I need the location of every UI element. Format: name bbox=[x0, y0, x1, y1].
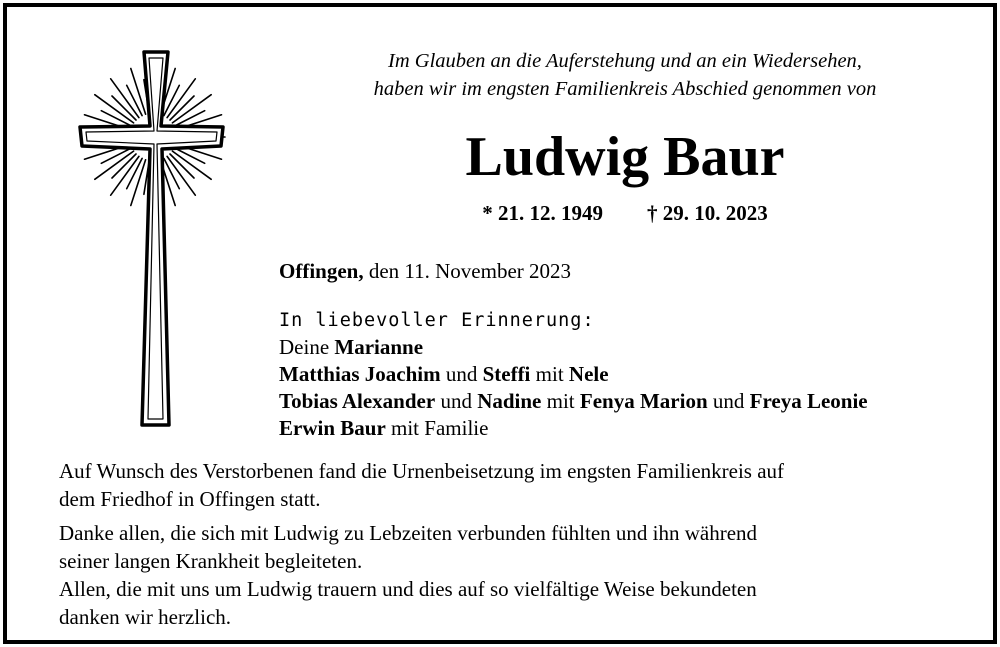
mourners-list bbox=[279, 307, 868, 442]
mourner-name: Freya Leonie bbox=[749, 389, 868, 413]
intro-line: haben wir im engsten Familienkreis Abschied genommen von bbox=[373, 78, 877, 100]
intro-verse bbox=[325, 47, 925, 103]
mourner-name: Nele bbox=[568, 362, 609, 386]
mourner-line bbox=[279, 361, 868, 388]
mourner-name: Matthias Joachim bbox=[279, 362, 441, 386]
mourner-text: mit bbox=[530, 362, 569, 386]
mourner-text: und bbox=[440, 362, 483, 386]
date: den 11. November 2023 bbox=[363, 259, 572, 283]
mourner-text: und bbox=[435, 389, 478, 413]
mourner-text: mit bbox=[541, 389, 580, 413]
mourner-line bbox=[279, 388, 868, 415]
mourner-line bbox=[279, 334, 868, 361]
intro-line: Im Glauben an die Auferstehung und an ein Wiedersehen, bbox=[388, 50, 862, 72]
mourner-name: Steffi bbox=[482, 362, 531, 386]
closing-text bbox=[59, 457, 959, 631]
mourners-heading: In liebevoller Erinnerung: bbox=[279, 310, 595, 331]
mourner-text: und bbox=[707, 389, 750, 413]
deceased-name: Ludwig Baur bbox=[465, 126, 785, 188]
text-line: danken wir herzlich. bbox=[59, 605, 232, 629]
mourner-line bbox=[279, 415, 868, 442]
life-dates bbox=[325, 199, 925, 227]
place: Offingen, bbox=[279, 259, 364, 283]
mourner-name: Tobias Alexander bbox=[279, 389, 436, 413]
mourner-name: Marianne bbox=[334, 335, 424, 359]
text-line: Allen, die mit uns um Ludwig trauern und dies auf so vielfältige Weise bekundeten bbox=[59, 577, 757, 601]
thanks-paragraph bbox=[59, 519, 959, 631]
obituary-notice bbox=[3, 3, 997, 644]
burial-paragraph bbox=[59, 457, 959, 513]
text-line: Auf Wunsch des Verstorbenen fand die Urnenbeisetzung im engsten Familienkreis auf bbox=[59, 459, 785, 483]
radiant-cross-icon bbox=[71, 43, 237, 435]
mourner-text: Deine bbox=[279, 335, 335, 359]
text-line: Danke allen, die sich mit Ludwig zu Lebzeiten verbunden fühlten und ihn während bbox=[59, 521, 758, 545]
mourner-name: Erwin Baur bbox=[279, 416, 386, 440]
death-date: † 29. 10. 2023 bbox=[647, 201, 768, 225]
place-date-line bbox=[279, 257, 571, 285]
text-line: seiner langen Krankheit begleiteten. bbox=[59, 549, 363, 573]
mourner-name: Nadine bbox=[477, 389, 542, 413]
mourner-text: mit Familie bbox=[385, 416, 489, 440]
text-line: dem Friedhof in Offingen statt. bbox=[59, 487, 321, 511]
mourner-name: Fenya Marion bbox=[579, 389, 708, 413]
birth-date: * 21. 12. 1949 bbox=[482, 201, 603, 225]
